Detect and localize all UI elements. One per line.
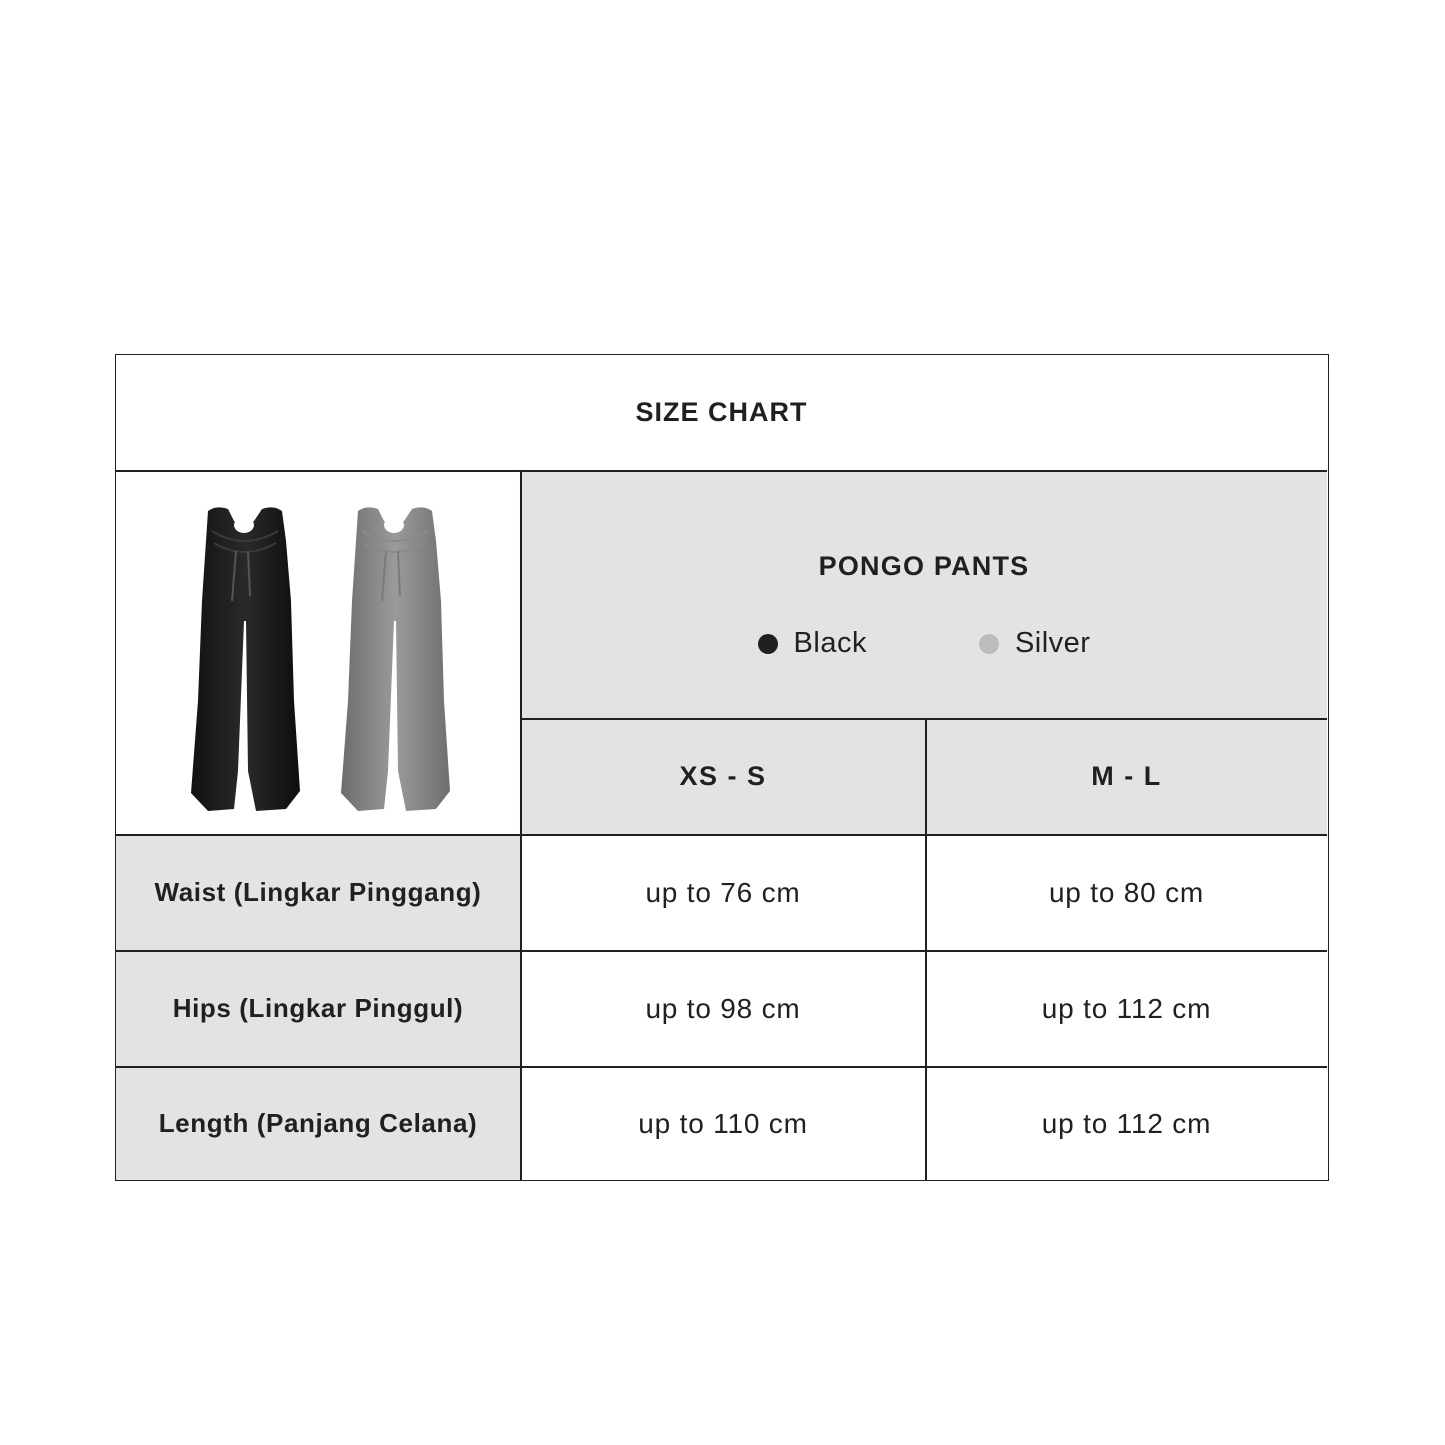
size-header-xs-s: XS - S: [521, 719, 925, 834]
product-photos: [116, 471, 520, 834]
divider: [521, 718, 1327, 720]
divider: [116, 1066, 1327, 1068]
color-options: [521, 627, 1327, 660]
divider: [116, 950, 1327, 952]
divider: [116, 470, 1327, 472]
value-length-m-l: up to 112 cm: [1041, 1107, 1212, 1139]
color-label-black: Black: [793, 627, 867, 659]
black-dot-icon: [758, 634, 778, 654]
value-hips-xs-s: up to 98 cm: [645, 992, 801, 1024]
black-pants-image: [191, 507, 300, 811]
color-option-black: [758, 627, 867, 660]
silver-pants-image: [341, 507, 450, 811]
size-chart-table: [115, 354, 1329, 1181]
row-label-waist: Waist (Lingkar Pinggang): [116, 835, 520, 950]
value-waist-m-l: up to 80 cm: [1048, 876, 1205, 908]
value-waist-xs-s: up to 76 cm: [645, 876, 801, 908]
value-length-xs-s: up to 110 cm: [638, 1107, 808, 1139]
color-label-silver: Silver: [1014, 627, 1091, 659]
divider: [520, 470, 522, 1180]
color-option-silver: [979, 627, 1091, 660]
row-label-hips: Hips (Lingkar Pinggul): [116, 951, 520, 1066]
divider: [925, 718, 927, 1180]
divider: [116, 834, 1327, 836]
silver-dot-icon: [979, 634, 999, 654]
chart-title: SIZE CHART: [635, 397, 808, 427]
product-header: [521, 471, 1327, 718]
row-label-length: Length (Panjang Celana): [116, 1067, 520, 1180]
product-image-cell: [116, 471, 520, 834]
value-hips-m-l: up to 112 cm: [1041, 992, 1212, 1024]
size-header-m-l: M - L: [926, 719, 1327, 834]
product-name: PONGO PANTS: [818, 551, 1030, 581]
